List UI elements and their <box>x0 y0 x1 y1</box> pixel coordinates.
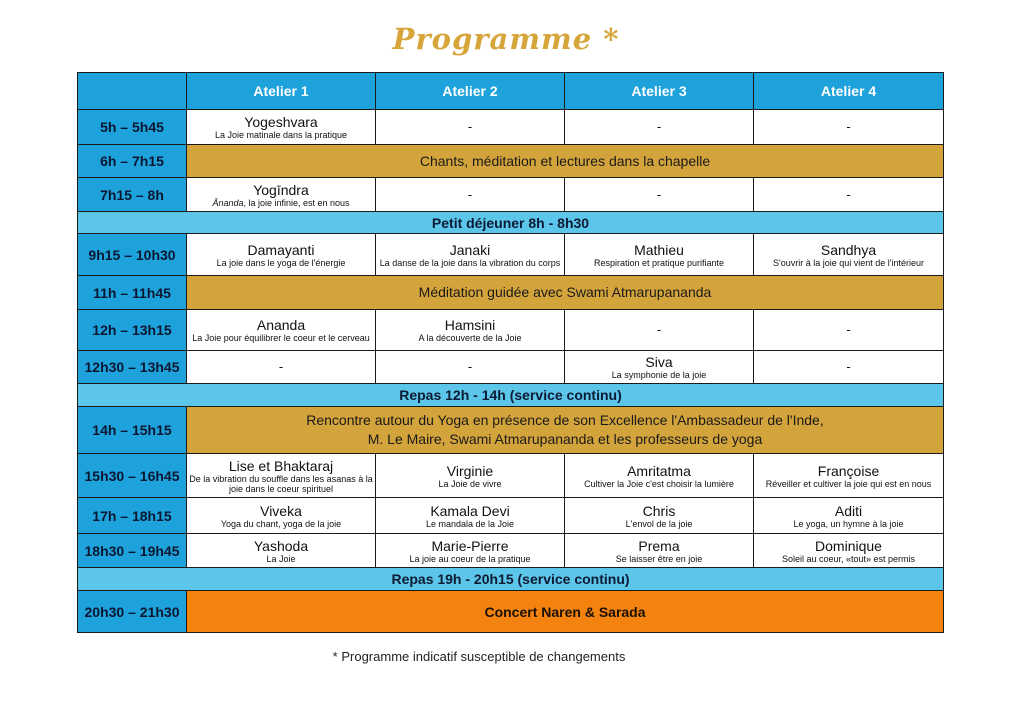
session-name: Janaki <box>449 241 491 258</box>
session-cell <box>565 234 754 276</box>
session-cell <box>754 454 944 498</box>
session-cell <box>565 310 754 351</box>
session-description <box>189 198 373 208</box>
table-row <box>78 498 944 534</box>
table-row <box>78 454 944 498</box>
shared-session-line-1: Rencontre autour du Yoga en présence de son Excellence l'Ambassadeur de l'Inde, <box>306 412 824 428</box>
session-description: Cultiver la Joie c'est choisir la lumière <box>584 478 734 489</box>
session-name: Aditi <box>834 502 863 519</box>
session-description: Réveiller et cultiver la joie qui est en nous <box>765 478 932 489</box>
session-cell <box>187 110 376 145</box>
session-cell <box>187 234 376 276</box>
shared-session-line-2: M. Le Maire, Swami Atmarupananda et les professeurs de yoga <box>367 431 763 447</box>
session-description: Respiration et pratique purifiante <box>593 257 725 268</box>
session-name: Mathieu <box>634 241 684 258</box>
session-name: Chris <box>642 502 676 519</box>
session-name: Yashoda <box>253 537 309 554</box>
header-atelier-4: Atelier 4 <box>754 73 944 110</box>
session-cell <box>376 110 565 145</box>
table-row <box>78 178 944 212</box>
session-cell <box>376 454 565 498</box>
header-corner-cell <box>78 73 187 110</box>
meal-break: Repas 19h - 20h15 (service continu) <box>78 568 944 591</box>
session-name: Sandhya <box>820 241 877 258</box>
session-name: Ananda <box>256 317 306 333</box>
empty-slot: - <box>846 119 851 134</box>
time-slot: 12h – 13h15 <box>78 310 187 351</box>
session-cell <box>187 310 376 351</box>
session-name: Kamala Devi <box>430 502 510 519</box>
session-name: Lise et Bhaktaraj <box>228 457 334 474</box>
session-description-emphasis: Ānanda <box>212 197 244 208</box>
session-cell <box>187 351 376 384</box>
meal-break: Petit déjeuner 8h - 8h30 <box>78 212 944 234</box>
page-title: Programme * <box>392 22 620 56</box>
session-description: Le yoga, un hymne à la joie <box>793 518 904 529</box>
session-description: L'envol de la joie <box>625 518 693 529</box>
time-slot: 14h – 15h15 <box>78 407 187 454</box>
session-description: Yoga du chant, yoga de la joie <box>220 518 342 529</box>
empty-slot: - <box>846 359 851 374</box>
session-cell <box>187 178 376 212</box>
time-slot: 11h – 11h45 <box>78 276 187 310</box>
table-row <box>78 591 944 633</box>
empty-slot: - <box>467 359 473 374</box>
header-atelier-3: Atelier 3 <box>565 73 754 110</box>
table-row <box>78 145 944 178</box>
session-description: La Joie pour équilibrer le coeur et le cerveau <box>192 333 370 343</box>
header-atelier-1: Atelier 1 <box>187 73 376 110</box>
session-cell <box>565 110 754 145</box>
empty-slot: - <box>846 186 851 202</box>
session-name: Marie-Pierre <box>431 537 509 554</box>
session-description: A la découverte de la Joie <box>418 333 522 343</box>
session-name: Françoise <box>817 462 880 479</box>
time-slot: 15h30 – 16h45 <box>78 454 187 498</box>
table-row <box>78 310 944 351</box>
session-description: La joie au coeur de la pratique <box>409 553 531 564</box>
session-cell <box>754 110 944 145</box>
meal-break: Repas 12h - 14h (service continu) <box>78 384 944 407</box>
table-row <box>78 276 944 310</box>
empty-slot: - <box>467 186 473 202</box>
session-description: La Joie matinale dans la pratique <box>214 130 348 140</box>
time-slot: 9h15 – 10h30 <box>78 234 187 276</box>
session-name: Dominique <box>815 537 882 554</box>
header-atelier-2: Atelier 2 <box>376 73 565 110</box>
empty-slot: - <box>656 119 662 134</box>
empty-slot: - <box>846 322 851 337</box>
concert-session: Concert Naren & Sarada <box>187 591 944 633</box>
session-cell <box>565 178 754 212</box>
shared-session: Chants, méditation et lectures dans la chapelle <box>187 145 944 178</box>
schedule-table <box>77 72 944 633</box>
header-row <box>78 73 944 110</box>
session-name: Viveka <box>260 502 302 519</box>
session-cell <box>376 178 565 212</box>
session-cell <box>376 498 565 534</box>
session-name: Yogīndra <box>253 181 309 198</box>
footnote: * Programme indicatif susceptible de changements <box>332 649 626 664</box>
session-cell <box>187 498 376 534</box>
time-slot: 20h30 – 21h30 <box>78 591 187 633</box>
session-description: Le mandala de la Joie <box>425 518 515 529</box>
session-description: S'ouvrir à la joie qui vient de l'intérieur <box>772 257 924 268</box>
session-description: La joie dans le yoga de l'énergie <box>216 257 346 268</box>
time-slot: 18h30 – 19h45 <box>78 534 187 568</box>
table-row <box>78 351 944 384</box>
session-name: Hamsini <box>444 317 496 333</box>
session-cell <box>754 498 944 534</box>
session-cell <box>565 351 754 384</box>
session-cell <box>754 310 944 351</box>
session-name: Virginie <box>446 462 494 479</box>
session-cell <box>187 454 376 498</box>
session-description: De la vibration du souffle dans les asanas à la joie dans le coeur spirituel <box>189 473 373 494</box>
session-description-rest: , la joie infinie, est en nous <box>243 197 350 208</box>
table-row <box>78 212 944 234</box>
session-name: Yogeshvara <box>244 114 318 130</box>
session-description: Se laisser être en joie <box>615 553 703 564</box>
time-slot: 5h – 5h45 <box>78 110 187 145</box>
empty-slot: - <box>656 186 662 202</box>
shared-session <box>187 407 944 454</box>
session-cell <box>565 534 754 568</box>
empty-slot: - <box>278 359 284 374</box>
table-row <box>78 384 944 407</box>
session-description: La symphonie de la joie <box>611 370 707 380</box>
table-row <box>78 534 944 568</box>
time-slot: 6h – 7h15 <box>78 145 187 178</box>
session-name: Damayanti <box>247 241 315 258</box>
session-description: Soleil au coeur, «tout» est permis <box>781 553 916 564</box>
session-cell <box>754 351 944 384</box>
session-description: La Joie <box>266 553 296 564</box>
time-slot: 7h15 – 8h <box>78 178 187 212</box>
time-slot: 17h – 18h15 <box>78 498 187 534</box>
session-description: La danse de la joie dans la vibration du corps <box>379 257 561 268</box>
session-cell <box>565 498 754 534</box>
session-cell <box>376 234 565 276</box>
session-cell <box>187 534 376 568</box>
table-row <box>78 110 944 145</box>
empty-slot: - <box>467 119 473 134</box>
session-cell <box>376 534 565 568</box>
shared-session: Méditation guidée avec Swami Atmarupananda <box>187 276 944 310</box>
session-cell <box>754 234 944 276</box>
session-cell <box>754 178 944 212</box>
session-description: La Joie de vivre <box>438 478 502 489</box>
session-cell <box>376 351 565 384</box>
session-cell <box>376 310 565 351</box>
table-row <box>78 568 944 591</box>
table-row <box>78 407 944 454</box>
table-row <box>78 234 944 276</box>
time-slot: 12h30 – 13h45 <box>78 351 187 384</box>
empty-slot: - <box>656 322 662 337</box>
session-cell <box>754 534 944 568</box>
session-name: Siva <box>645 354 673 370</box>
session-name: Prema <box>638 537 680 554</box>
session-name: Amritatma <box>627 462 691 479</box>
session-cell <box>565 454 754 498</box>
